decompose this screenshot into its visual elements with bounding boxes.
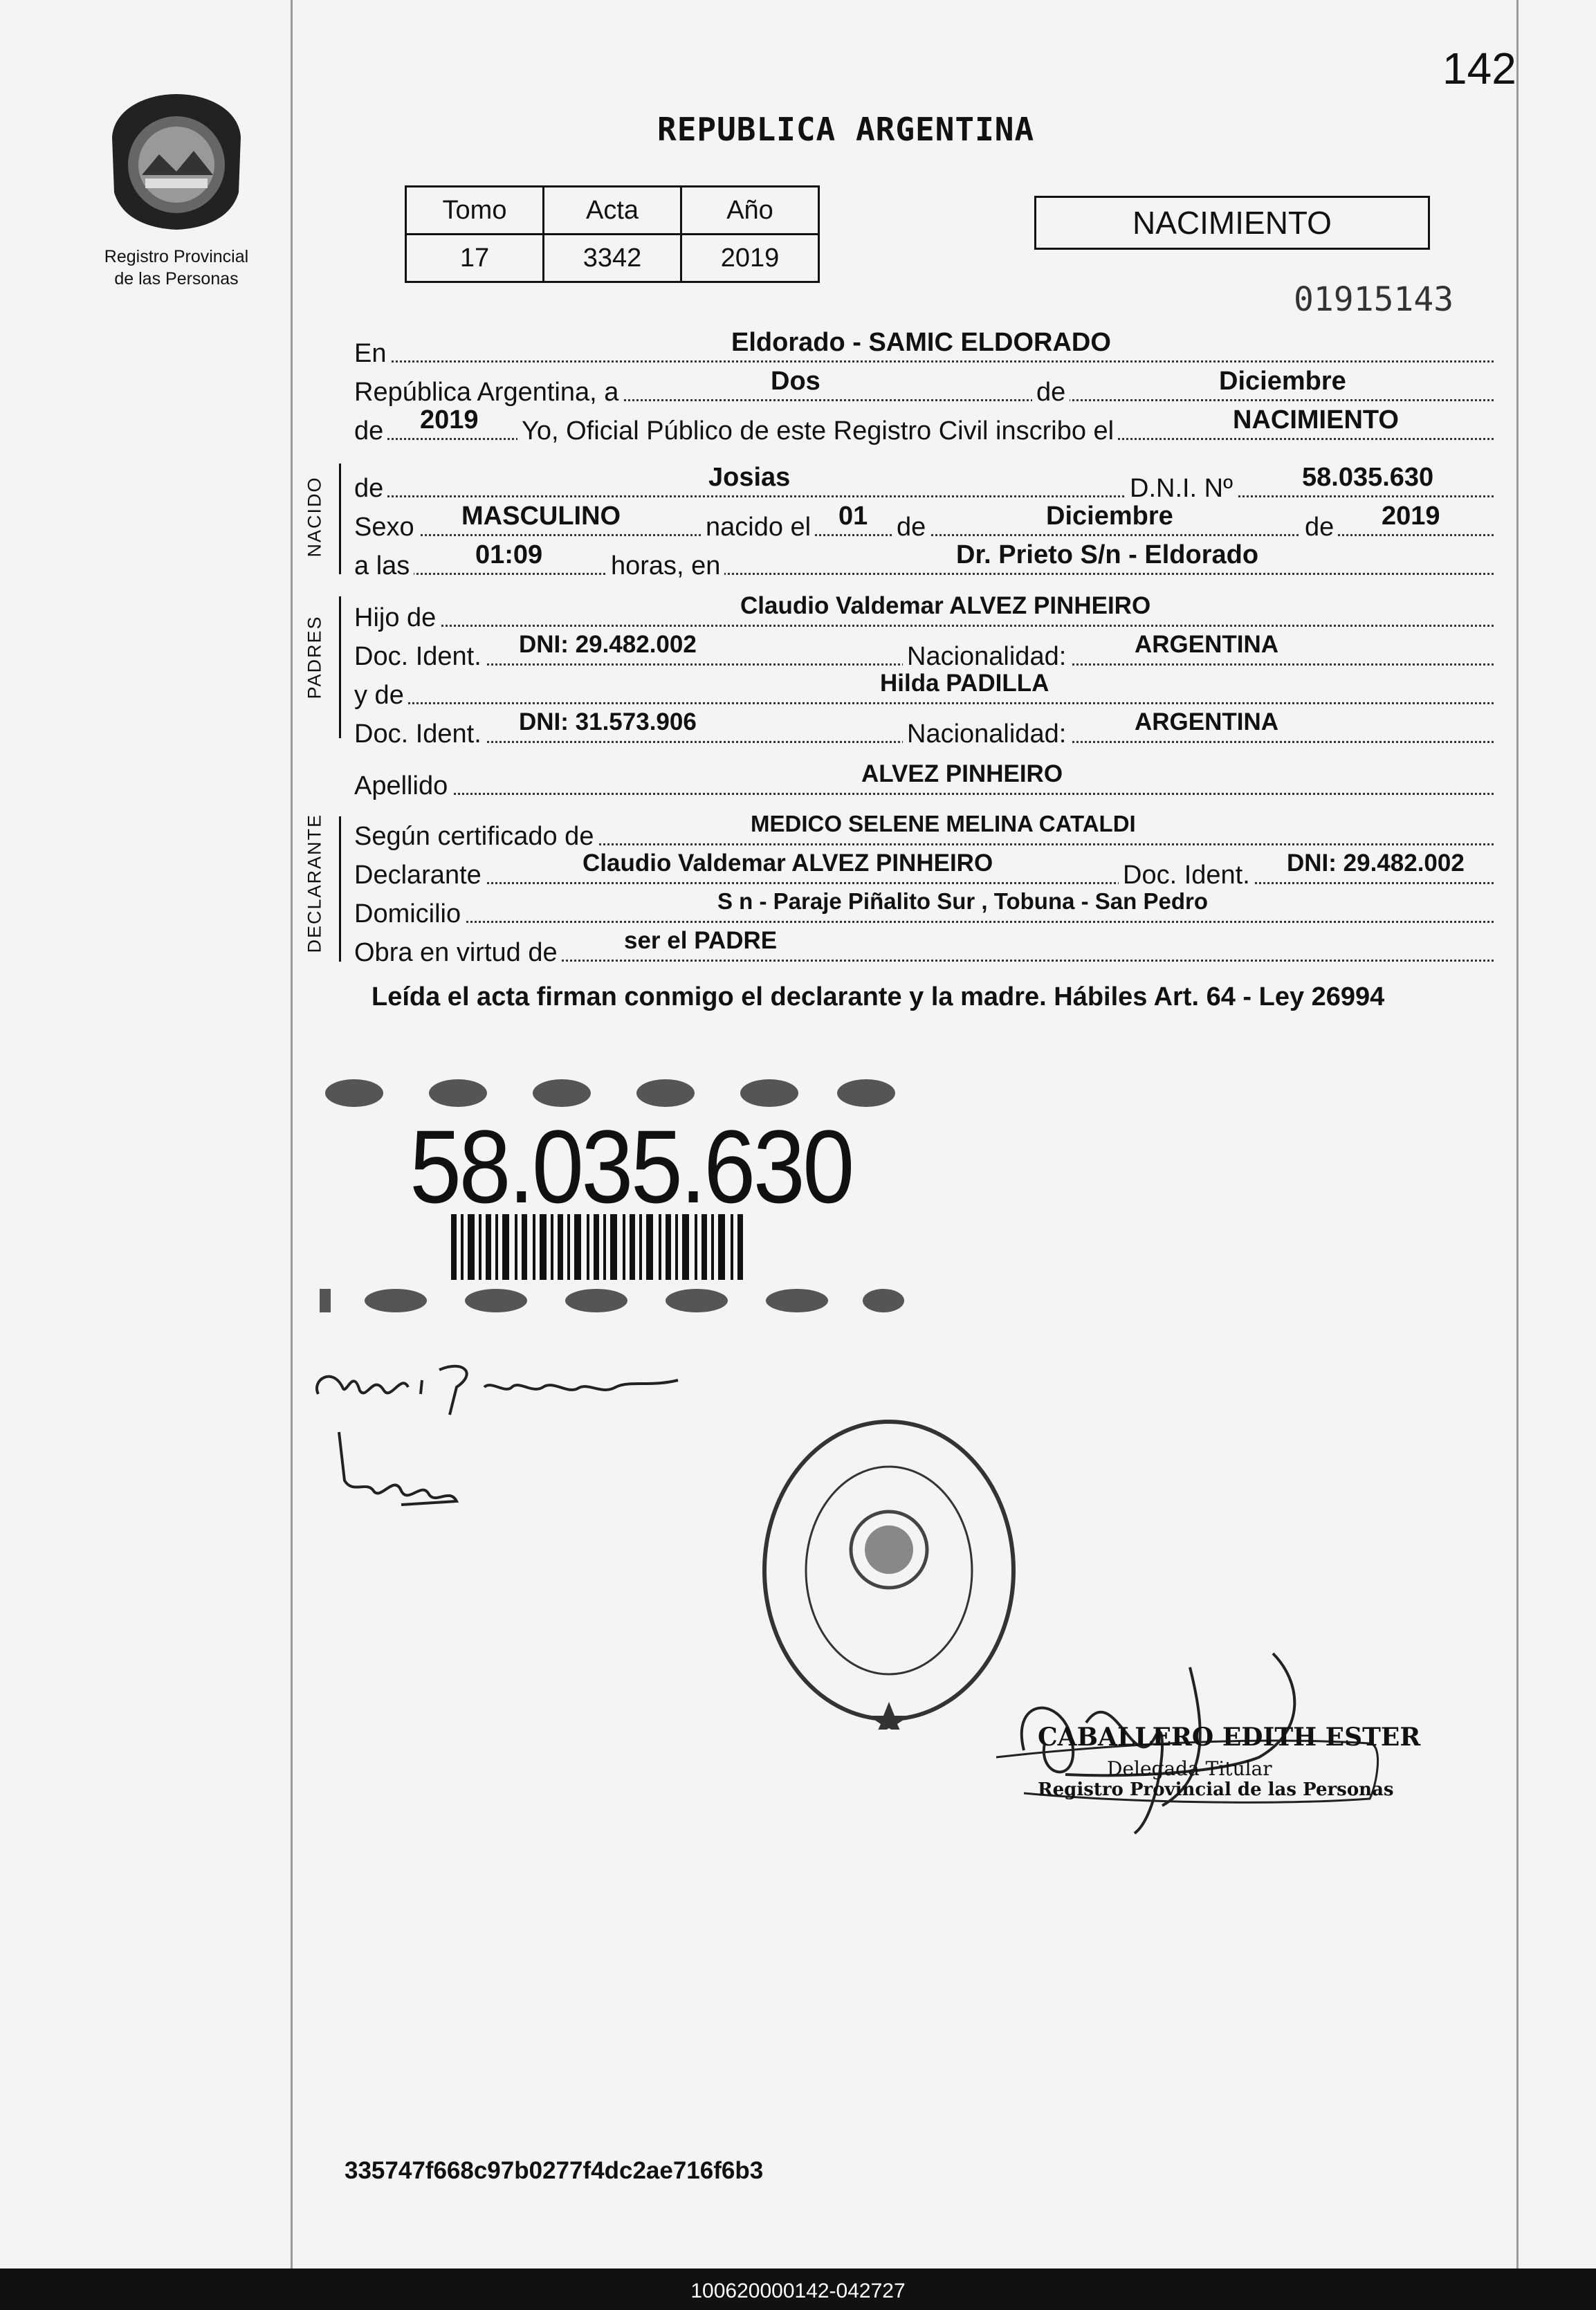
value-hora: 01:09: [475, 540, 543, 569]
row-inscripcion: [354, 405, 1494, 446]
value-mes-inscripcion: Diciembre: [1219, 367, 1346, 396]
value-madre: Hilda PADILLA: [880, 670, 1049, 697]
row-padre-doc: [354, 631, 1494, 671]
mother-signature: [332, 1425, 470, 1536]
value-padre-nac: ARGENTINA: [1135, 631, 1279, 658]
row-obra: [354, 927, 1494, 967]
paper-edge-left: [291, 0, 293, 2268]
sticker-dni-number: 58.035.630: [410, 1108, 852, 1225]
value-dia-inscripcion: Dos: [771, 367, 820, 396]
label-a-las: a las: [354, 551, 414, 581]
legal-statement: Leída el acta firman conmigo el declarante y la madre. Hábiles Art. 64 - Ley 26994: [372, 982, 1385, 1011]
row-hijo-de: [354, 592, 1494, 632]
document-title: REPUBLICA ARGENTINA: [657, 111, 1035, 148]
declarant-signature: [304, 1339, 706, 1429]
value-dni: 58.035.630: [1302, 463, 1434, 492]
label-declarante: Declarante: [354, 861, 486, 890]
label-de: de: [1032, 378, 1070, 407]
value-mes-nacimiento: Diciembre: [1046, 502, 1173, 531]
value-lugar: Eldorado - SAMIC ELDORADO: [731, 328, 1111, 357]
misiones-emblem-icon: [104, 89, 249, 234]
label-en: En: [354, 339, 390, 369]
row-madre-doc: [354, 708, 1494, 749]
label-de-mes: de: [892, 513, 930, 542]
value-domicilio: S n - Paraje Piñalito Sur , Tobuna - San Pedro: [717, 888, 1209, 914]
declarante-bracket: [339, 816, 341, 962]
value-madre-nac: ARGENTINA: [1135, 708, 1279, 735]
nacido-bracket: [339, 464, 341, 574]
value-acta: 3342: [544, 235, 681, 282]
label-hijo-de: Hijo de: [354, 603, 440, 633]
label-nacionalidad-madre: Nacionalidad:: [903, 719, 1070, 749]
official-org: Registro Provincial de las Personas: [1038, 1779, 1394, 1800]
section-declarante: DECLARANTE: [304, 813, 325, 953]
logo-caption-line1: Registro Provincial: [104, 247, 249, 266]
value-tomo: 17: [406, 235, 544, 282]
label-de-nombre: de: [354, 474, 387, 504]
official-role: Delegada Titular: [1107, 1757, 1272, 1780]
label-de-anio: de: [354, 416, 387, 446]
row-hora: [354, 540, 1494, 580]
value-declarante: Claudio Valdemar ALVEZ PINHEIRO: [583, 850, 993, 877]
value-madre-doc: DNI: 31.573.906: [519, 708, 697, 735]
value-padre: Claudio Valdemar ALVEZ PINHEIRO: [740, 592, 1151, 619]
label-y-de: y de: [354, 681, 408, 711]
value-tipo: NACIMIENTO: [1233, 405, 1399, 434]
label-republica: República Argentina, a: [354, 378, 623, 407]
section-padres: PADRES: [304, 615, 325, 699]
row-nombre: [354, 463, 1494, 503]
serial-number: 01915143: [1294, 280, 1454, 319]
label-doc-ident-declarante: Doc. Ident.: [1119, 861, 1254, 890]
label-doc-ident-madre: Doc. Ident.: [354, 719, 486, 749]
label-nacido-el: nacido el: [701, 513, 815, 542]
sticker-bottom-seals: [320, 1283, 908, 1318]
row-domicilio: [354, 888, 1494, 928]
logo-caption-line2: de las Personas: [114, 269, 239, 288]
header-tomo: Tomo: [406, 187, 544, 235]
header-acta: Acta: [544, 187, 681, 235]
label-de-anio-nac: de: [1301, 513, 1338, 542]
row-en: [354, 328, 1494, 368]
logo-caption: [69, 246, 284, 290]
page-number: 142: [1442, 44, 1516, 93]
label-obra: Obra en virtud de: [354, 938, 562, 968]
label-horas-en: horas, en: [607, 551, 724, 581]
label-domicilio: Domicilio: [354, 899, 465, 929]
header-anio: Año: [681, 187, 819, 235]
value-sexo: MASCULINO: [461, 502, 621, 531]
paper-edge-right: [1516, 0, 1519, 2268]
record-type-box: NACIMIENTO: [1034, 196, 1430, 250]
value-apellido: ALVEZ PINHEIRO: [861, 760, 1063, 787]
label-segun: Según certificado de: [354, 822, 598, 852]
label-apellido: Apellido: [354, 771, 452, 801]
row-republica: [354, 367, 1494, 407]
row-declarante: [354, 850, 1494, 890]
value-obra: ser el PADRE: [624, 927, 778, 954]
value-declarante-doc: DNI: 29.482.002: [1287, 850, 1465, 877]
official-name: CABALLERO EDITH ESTER: [1038, 1723, 1421, 1752]
row-madre: [354, 670, 1494, 710]
value-anio-nacimiento: 2019: [1382, 502, 1440, 531]
value-certificado: MEDICO SELENE MELINA CATALDI: [751, 811, 1136, 836]
label-nacionalidad-padre: Nacionalidad:: [903, 642, 1070, 672]
document-hash: 335747f668c97b0277f4dc2ae716f6b3: [345, 2157, 764, 2184]
row-sexo: [354, 502, 1494, 542]
row-apellido: [354, 760, 1494, 800]
value-anio: 2019: [681, 235, 819, 282]
record-reference-table: [405, 185, 820, 283]
section-nacido: NACIDO: [304, 476, 325, 558]
value-nombre: Josias: [708, 463, 791, 492]
value-padre-doc: DNI: 29.482.002: [519, 631, 697, 658]
value-lugar-nacimiento: Dr. Prieto S/n - Eldorado: [956, 540, 1259, 569]
label-sexo: Sexo: [354, 513, 419, 542]
label-dni: D.N.I. Nº: [1126, 474, 1237, 504]
label-doc-ident-padre: Doc. Ident.: [354, 642, 486, 672]
padres-bracket: [339, 596, 341, 738]
value-anio-inscripcion: 2019: [420, 405, 479, 434]
footer-code: 100620000142-042727: [690, 2280, 906, 2302]
row-certificado: [354, 811, 1494, 851]
label-yo: Yo, Oficial Público de este Registro Civil inscribo el: [517, 416, 1118, 446]
value-dia-nacimiento: 01: [838, 502, 868, 531]
